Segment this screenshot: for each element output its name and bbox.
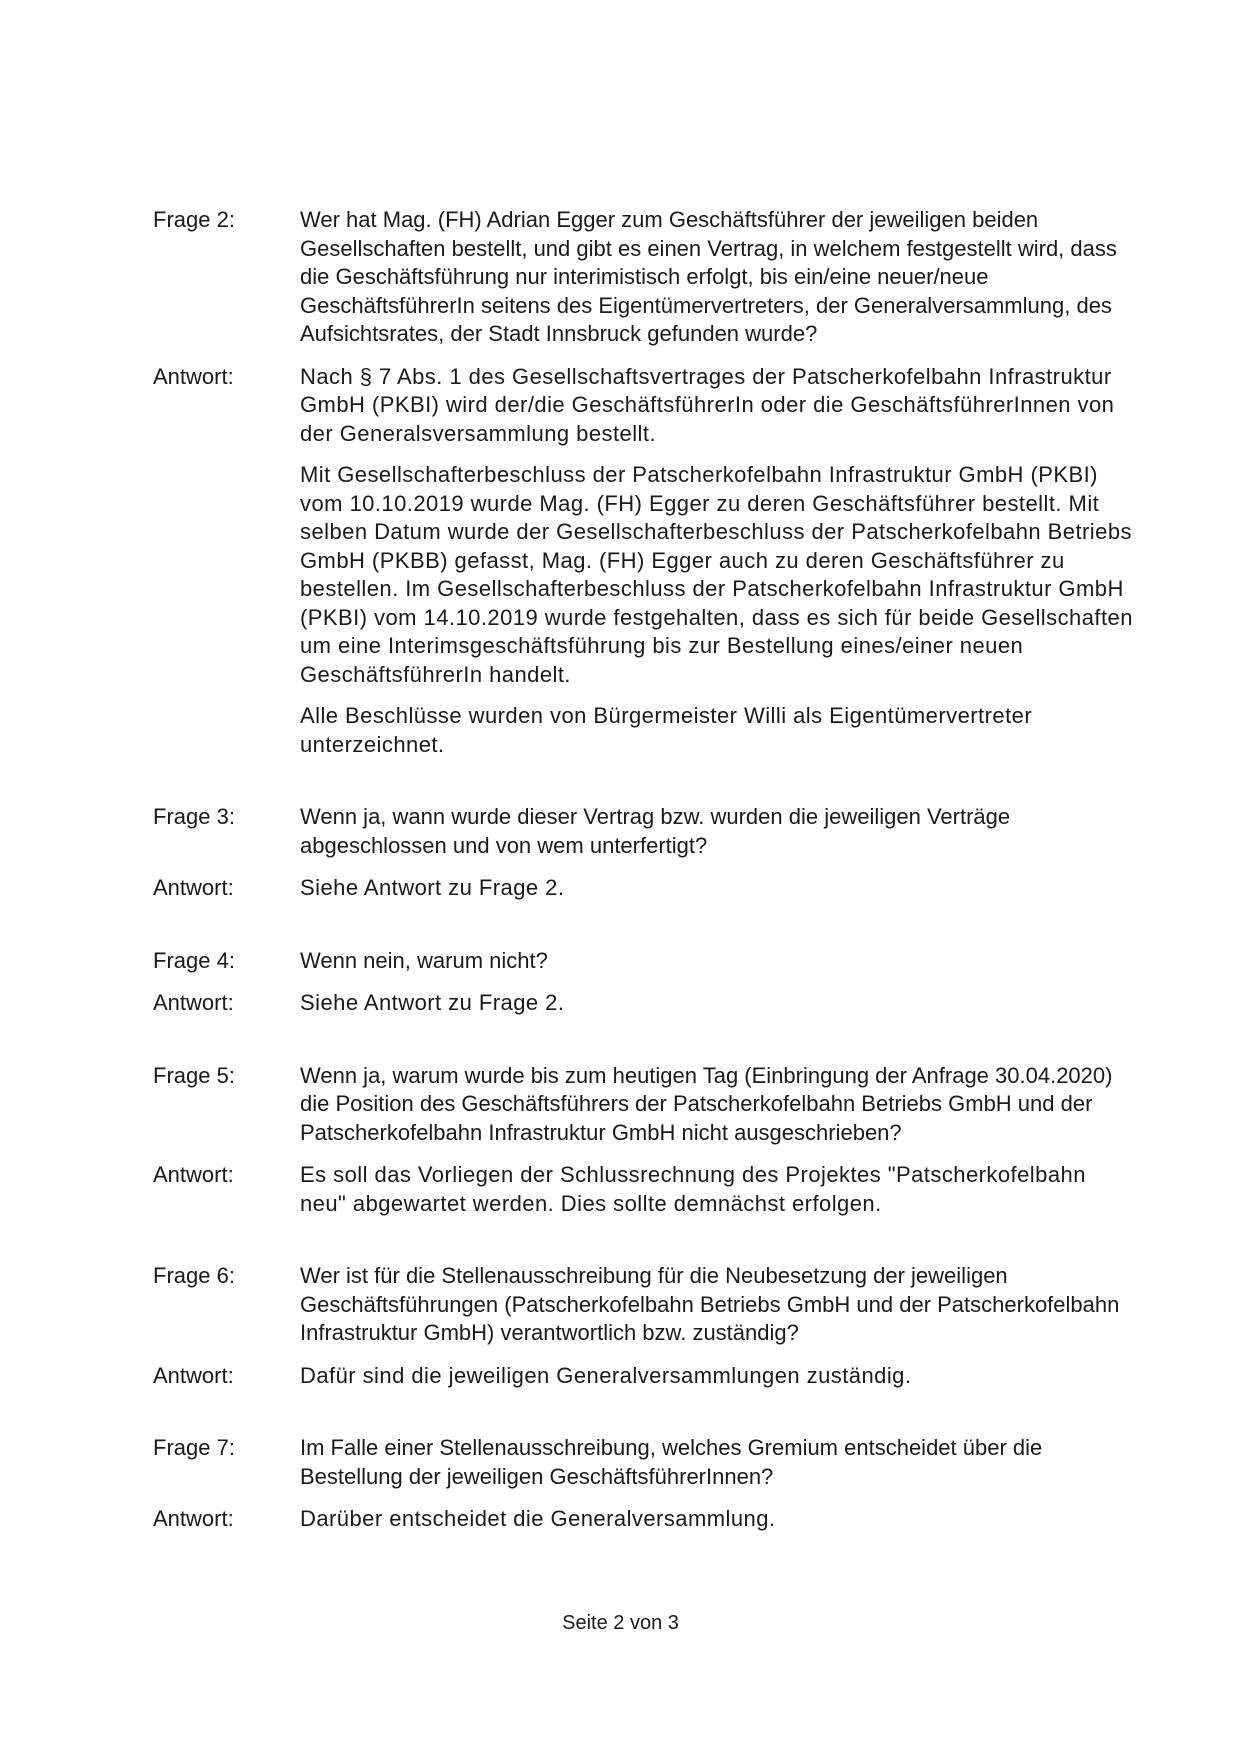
answer-label: Antwort: xyxy=(153,363,234,389)
document-content xyxy=(153,206,1133,1578)
answer-paragraph: Alle Beschlüsse wurden von Bürgermeister Willi als Eigentümervertreter unterzeichnet. xyxy=(300,703,1033,757)
question-text: Wenn ja, warum wurde bis zum heutigen Tag (Einbringung der Anfrage 30.04.2020) die Position des Geschäftsführers der Patscherkofelbahn Betriebs GmbH und der Patscherkofelbahn Infrastruktur GmbH nicht ausgeschrieben? xyxy=(300,1062,1113,1145)
answer-row xyxy=(153,989,1133,1018)
answer-row xyxy=(153,1505,1133,1534)
question-text: Wenn nein, warum nicht? xyxy=(300,947,548,973)
answer-text xyxy=(300,989,1133,1018)
qa-block-frage-5 xyxy=(153,1062,1133,1219)
question-row xyxy=(153,803,1133,860)
answer-paragraph: Siehe Antwort zu Frage 2. xyxy=(300,990,565,1015)
question-label: Frage 4: xyxy=(153,947,235,973)
question-label: Frage 5: xyxy=(153,1062,235,1088)
qa-block-frage-7 xyxy=(153,1434,1133,1534)
answer-label: Antwort: xyxy=(153,1362,234,1388)
answer-paragraph: Siehe Antwort zu Frage 2. xyxy=(300,875,565,900)
answer-text xyxy=(300,363,1133,760)
question-text: Wer ist für die Stellenausschreibung für die Neubesetzung der jeweiligen Geschäftsführungen (Patscherkofelbahn Betriebs GmbH und der Patscherkofelbahn Infrastruktur GmbH) verantwortlich bzw. zuständig? xyxy=(300,1263,1120,1345)
answer-row xyxy=(153,1362,1133,1391)
answer-paragraph: Dafür sind die jeweiligen Generalversammlungen zuständig. xyxy=(300,1362,912,1388)
question-text: Im Falle einer Stellenausschreibung, welches Gremium entscheidet über die Bestellung der jeweiligen GeschäftsführerInnen? xyxy=(300,1435,1043,1489)
answer-label: Antwort: xyxy=(153,990,234,1015)
qa-block-frage-3 xyxy=(153,803,1133,903)
answer-row xyxy=(153,874,1133,903)
question-label: Frage 3: xyxy=(153,804,235,829)
question-label: Frage 2: xyxy=(153,207,235,232)
question-row xyxy=(153,947,1133,976)
question-row xyxy=(153,206,1133,349)
question-row xyxy=(153,1434,1133,1491)
question-label: Frage 7: xyxy=(153,1435,235,1460)
answer-paragraph: Mit Gesellschafterbeschluss der Patscherkofelbahn Infrastruktur GmbH (PKBI) vom 10.10.2019 wurde Mag. (FH) Egger zu deren Geschäftsführer bestellt. Mit selben Datum wurde der Gesellschafterbeschluss der Patscherkofelbahn Betriebs GmbH (PKBB) gefasst, Mag. (FH) Egger auch zu deren Geschäftsführer zu bestellen. Im Gesellschafterbeschluss der Patscherkofelbahn Infrastruktur GmbH (PKBI) vom 14.10.2019 wurde festgehalten, dass es sich für beide Gesellschaften um eine Interimsgeschäftsführung bis zur Bestellung eines/einer neuen GeschäftsführerIn handelt. xyxy=(300,462,1133,687)
answer-row xyxy=(153,363,1133,760)
answer-paragraph: Nach § 7 Abs. 1 des Gesellschaftsvertrages der Patscherkofelbahn Infrastruktur GmbH (PKBI) wird der/die GeschäftsführerIn oder die GeschäftsführerInnen von der Generalsversammlung bestellt. xyxy=(300,363,1115,446)
answer-label: Antwort: xyxy=(153,875,234,900)
question-text: Wenn ja, wann wurde dieser Vertrag bzw. wurden die jeweiligen Verträge abgeschlossen und von wem unterfertigt? xyxy=(300,804,1011,858)
question-row xyxy=(153,1062,1133,1148)
answer-paragraph: Darüber entscheidet die Generalversammlung. xyxy=(300,1506,776,1531)
question-text: Wer hat Mag. (FH) Adrian Egger zum Geschäftsführer der jeweiligen beiden Gesellschaften bestellt, und gibt es einen Vertrag, in welchem festgestellt wird, dass die Geschäftsführung nur interimistisch erfolgt, bis ein/eine neuer/neue GeschäftsführerIn seitens des Eigentümervertreters, der Generalversammlung, des Aufsichtsrates, der Stadt Innsbruck gefunden wurde? xyxy=(300,207,1117,346)
answer-text xyxy=(300,1505,1133,1534)
answer-row xyxy=(153,1161,1133,1218)
answer-text xyxy=(300,1161,1133,1218)
answer-label: Antwort: xyxy=(153,1162,234,1187)
qa-block-frage-6 xyxy=(153,1262,1133,1390)
answer-text xyxy=(300,1362,1133,1391)
answer-label: Antwort: xyxy=(153,1506,234,1531)
page-number-footer: Seite 2 von 3 xyxy=(562,1612,679,1634)
answer-text xyxy=(300,874,1133,903)
qa-block-frage-2 xyxy=(153,206,1133,759)
qa-block-frage-4 xyxy=(153,947,1133,1018)
question-label: Frage 6: xyxy=(153,1263,235,1288)
question-row xyxy=(153,1262,1133,1348)
answer-paragraph: Es soll das Vorliegen der Schlussrechnung des Projektes "Patscherkofelbahn neu" abgewartet werden. Dies sollte demnächst erfolgen. xyxy=(300,1162,1086,1216)
